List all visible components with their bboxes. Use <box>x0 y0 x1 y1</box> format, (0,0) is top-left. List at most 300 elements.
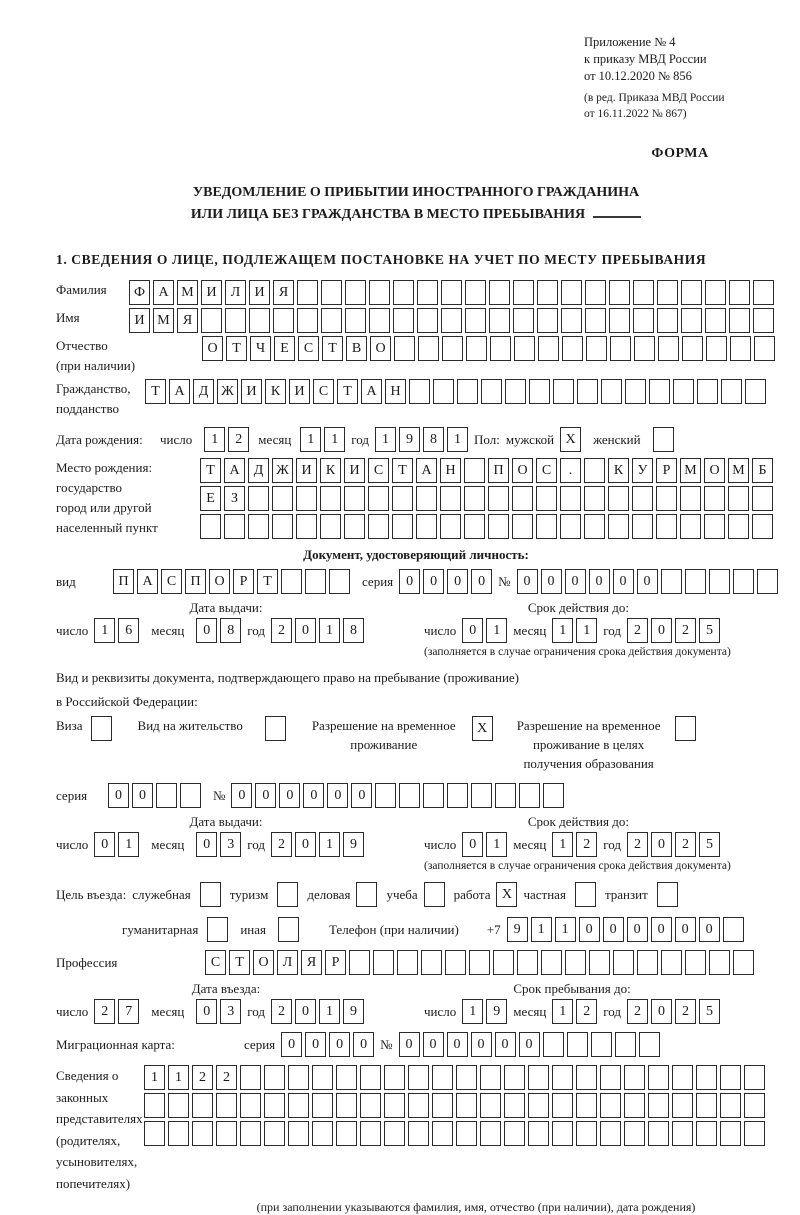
form-cell[interactable] <box>672 1121 693 1146</box>
form-cell[interactable]: 0 <box>281 1032 302 1057</box>
form-cell[interactable] <box>201 308 222 333</box>
form-cell[interactable] <box>648 1065 669 1090</box>
form-cell[interactable] <box>504 1093 525 1118</box>
form-cell[interactable]: И <box>241 379 262 404</box>
form-cell[interactable] <box>576 1065 597 1090</box>
form-cell[interactable] <box>457 379 478 404</box>
form-cell[interactable] <box>657 280 678 305</box>
form-cell[interactable] <box>240 1121 261 1146</box>
form-cell[interactable] <box>447 783 468 808</box>
form-cell[interactable]: 0 <box>462 618 483 643</box>
form-cell[interactable]: Т <box>257 569 278 594</box>
form-cell[interactable]: А <box>169 379 190 404</box>
form-cell[interactable] <box>585 280 606 305</box>
form-cell[interactable]: Т <box>392 458 413 483</box>
form-cell[interactable]: 1 <box>324 427 345 452</box>
form-cell[interactable] <box>144 1121 165 1146</box>
form-cell[interactable]: 2 <box>216 1065 237 1090</box>
form-cell[interactable] <box>552 1121 573 1146</box>
form-cell[interactable] <box>505 379 526 404</box>
form-cell[interactable] <box>639 1032 660 1057</box>
form-cell[interactable]: Р <box>233 569 254 594</box>
form-cell[interactable]: 1 <box>552 832 573 857</box>
form-cell[interactable]: 8 <box>423 427 444 452</box>
form-cell[interactable] <box>344 486 365 511</box>
form-cell[interactable] <box>312 1065 333 1090</box>
form-cell[interactable]: 0 <box>651 999 672 1024</box>
form-cell[interactable] <box>360 1093 381 1118</box>
form-cell[interactable] <box>519 783 540 808</box>
form-cell[interactable]: А <box>361 379 382 404</box>
form-cell[interactable]: Т <box>322 336 343 361</box>
form-cell[interactable] <box>584 514 605 539</box>
form-cell[interactable] <box>456 1093 477 1118</box>
form-cell[interactable] <box>733 569 754 594</box>
form-cell[interactable] <box>685 950 706 975</box>
form-cell[interactable]: X <box>496 882 517 907</box>
form-cell[interactable]: Д <box>248 458 269 483</box>
form-cell[interactable]: 2 <box>675 618 696 643</box>
form-cell[interactable] <box>305 569 326 594</box>
form-cell[interactable]: П <box>113 569 134 594</box>
form-cell[interactable]: 0 <box>108 783 129 808</box>
form-cell[interactable] <box>512 514 533 539</box>
form-cell[interactable] <box>432 1093 453 1118</box>
form-cell[interactable]: 0 <box>651 618 672 643</box>
form-cell[interactable] <box>264 1093 285 1118</box>
form-cell[interactable] <box>321 308 342 333</box>
form-cell[interactable] <box>368 514 389 539</box>
form-cell[interactable] <box>609 308 630 333</box>
form-cell[interactable] <box>600 1093 621 1118</box>
form-cell[interactable]: П <box>488 458 509 483</box>
form-cell[interactable]: С <box>536 458 557 483</box>
form-cell[interactable] <box>728 514 749 539</box>
form-cell[interactable] <box>356 882 377 907</box>
form-cell[interactable] <box>682 336 703 361</box>
form-cell[interactable] <box>584 486 605 511</box>
form-cell[interactable] <box>721 379 742 404</box>
form-cell[interactable] <box>424 882 445 907</box>
form-cell[interactable]: . <box>560 458 581 483</box>
form-cell[interactable] <box>144 1093 165 1118</box>
form-cell[interactable]: О <box>370 336 391 361</box>
form-cell[interactable] <box>560 486 581 511</box>
form-cell[interactable] <box>675 716 696 741</box>
form-cell[interactable] <box>608 514 629 539</box>
form-cell[interactable] <box>585 308 606 333</box>
form-cell[interactable]: 9 <box>343 832 364 857</box>
form-cell[interactable]: 2 <box>271 618 292 643</box>
form-cell[interactable] <box>681 280 702 305</box>
form-cell[interactable]: Я <box>273 280 294 305</box>
form-cell[interactable]: 9 <box>486 999 507 1024</box>
form-cell[interactable] <box>384 1093 405 1118</box>
form-cell[interactable]: 2 <box>627 618 648 643</box>
form-cell[interactable] <box>296 514 317 539</box>
form-cell[interactable]: И <box>289 379 310 404</box>
form-cell[interactable] <box>249 308 270 333</box>
form-cell[interactable] <box>672 1065 693 1090</box>
form-cell[interactable] <box>192 1093 213 1118</box>
form-cell[interactable] <box>393 280 414 305</box>
form-cell[interactable] <box>653 427 674 452</box>
form-cell[interactable] <box>493 950 514 975</box>
form-cell[interactable] <box>442 336 463 361</box>
form-cell[interactable]: 9 <box>399 427 420 452</box>
form-cell[interactable] <box>729 308 750 333</box>
form-cell[interactable] <box>754 336 775 361</box>
form-cell[interactable] <box>417 308 438 333</box>
form-cell[interactable] <box>272 486 293 511</box>
form-cell[interactable] <box>200 514 221 539</box>
form-cell[interactable] <box>709 569 730 594</box>
form-cell[interactable]: У <box>632 458 653 483</box>
form-cell[interactable]: 1 <box>486 832 507 857</box>
form-cell[interactable]: Т <box>337 379 358 404</box>
form-cell[interactable] <box>392 514 413 539</box>
form-cell[interactable]: Р <box>325 950 346 975</box>
form-cell[interactable]: 5 <box>699 618 720 643</box>
form-cell[interactable]: 0 <box>579 917 600 942</box>
form-cell[interactable]: К <box>265 379 286 404</box>
form-cell[interactable]: 2 <box>192 1065 213 1090</box>
form-cell[interactable] <box>465 308 486 333</box>
form-cell[interactable] <box>224 514 245 539</box>
form-cell[interactable] <box>537 308 558 333</box>
form-cell[interactable] <box>288 1121 309 1146</box>
form-cell[interactable] <box>336 1065 357 1090</box>
form-cell[interactable] <box>296 486 317 511</box>
form-cell[interactable]: 0 <box>351 783 372 808</box>
form-cell[interactable] <box>625 379 646 404</box>
form-cell[interactable] <box>216 1121 237 1146</box>
form-cell[interactable]: 0 <box>295 999 316 1024</box>
form-cell[interactable]: А <box>137 569 158 594</box>
form-cell[interactable] <box>680 514 701 539</box>
form-cell[interactable] <box>634 336 655 361</box>
form-cell[interactable]: 1 <box>375 427 396 452</box>
form-cell[interactable] <box>481 379 502 404</box>
form-cell[interactable]: 1 <box>300 427 321 452</box>
form-cell[interactable]: 1 <box>319 618 340 643</box>
form-cell[interactable] <box>240 1093 261 1118</box>
form-cell[interactable] <box>705 280 726 305</box>
form-cell[interactable] <box>272 514 293 539</box>
form-cell[interactable] <box>553 379 574 404</box>
form-cell[interactable] <box>344 514 365 539</box>
form-cell[interactable] <box>471 783 492 808</box>
form-cell[interactable] <box>297 280 318 305</box>
form-cell[interactable]: Я <box>301 950 322 975</box>
form-cell[interactable] <box>514 336 535 361</box>
form-cell[interactable]: С <box>298 336 319 361</box>
form-cell[interactable] <box>591 1032 612 1057</box>
form-cell[interactable] <box>608 486 629 511</box>
form-cell[interactable]: 0 <box>231 783 252 808</box>
form-cell[interactable] <box>513 308 534 333</box>
form-cell[interactable] <box>536 486 557 511</box>
form-cell[interactable]: 2 <box>675 832 696 857</box>
form-cell[interactable] <box>723 917 744 942</box>
form-cell[interactable] <box>577 379 598 404</box>
form-cell[interactable] <box>264 1121 285 1146</box>
form-cell[interactable]: С <box>313 379 334 404</box>
form-cell[interactable]: Е <box>274 336 295 361</box>
form-cell[interactable] <box>753 308 774 333</box>
form-cell[interactable]: 2 <box>576 999 597 1024</box>
form-cell[interactable] <box>180 783 201 808</box>
form-cell[interactable]: 0 <box>303 783 324 808</box>
form-cell[interactable] <box>336 1093 357 1118</box>
form-cell[interactable] <box>633 280 654 305</box>
form-cell[interactable] <box>409 379 430 404</box>
form-cell[interactable] <box>529 379 550 404</box>
form-cell[interactable] <box>584 458 605 483</box>
form-cell[interactable] <box>528 1121 549 1146</box>
form-cell[interactable] <box>576 1093 597 1118</box>
form-cell[interactable] <box>562 336 583 361</box>
form-cell[interactable]: С <box>205 950 226 975</box>
form-cell[interactable]: 0 <box>327 783 348 808</box>
form-cell[interactable]: 9 <box>507 917 528 942</box>
form-cell[interactable]: И <box>201 280 222 305</box>
form-cell[interactable] <box>397 950 418 975</box>
form-cell[interactable]: 1 <box>118 832 139 857</box>
form-cell[interactable] <box>517 950 538 975</box>
form-cell[interactable] <box>408 1093 429 1118</box>
form-cell[interactable]: 0 <box>651 917 672 942</box>
form-cell[interactable]: 2 <box>627 832 648 857</box>
form-cell[interactable] <box>685 569 706 594</box>
form-cell[interactable] <box>657 308 678 333</box>
form-cell[interactable] <box>225 308 246 333</box>
form-cell[interactable] <box>745 379 766 404</box>
form-cell[interactable]: 0 <box>279 783 300 808</box>
form-cell[interactable]: 6 <box>118 618 139 643</box>
form-cell[interactable] <box>757 569 778 594</box>
form-cell[interactable] <box>744 1093 765 1118</box>
form-cell[interactable] <box>637 950 658 975</box>
form-cell[interactable]: 9 <box>343 999 364 1024</box>
form-cell[interactable] <box>528 1065 549 1090</box>
form-cell[interactable] <box>393 308 414 333</box>
form-cell[interactable] <box>561 280 582 305</box>
form-cell[interactable] <box>278 917 299 942</box>
form-cell[interactable] <box>504 1121 525 1146</box>
form-cell[interactable]: 0 <box>423 569 444 594</box>
form-cell[interactable]: 0 <box>196 999 217 1024</box>
form-cell[interactable]: Л <box>225 280 246 305</box>
form-cell[interactable] <box>613 950 634 975</box>
form-cell[interactable] <box>418 336 439 361</box>
form-cell[interactable]: 0 <box>295 618 316 643</box>
form-cell[interactable]: И <box>129 308 150 333</box>
form-cell[interactable] <box>661 569 682 594</box>
form-cell[interactable]: 0 <box>471 1032 492 1057</box>
form-cell[interactable] <box>576 1121 597 1146</box>
form-cell[interactable] <box>384 1065 405 1090</box>
form-cell[interactable] <box>752 486 773 511</box>
form-cell[interactable] <box>706 336 727 361</box>
form-cell[interactable]: 1 <box>94 618 115 643</box>
form-cell[interactable] <box>744 1121 765 1146</box>
form-cell[interactable]: О <box>253 950 274 975</box>
form-cell[interactable]: А <box>224 458 245 483</box>
form-cell[interactable] <box>656 514 677 539</box>
form-cell[interactable]: 2 <box>228 427 249 452</box>
form-cell[interactable] <box>495 783 516 808</box>
form-cell[interactable] <box>408 1121 429 1146</box>
form-cell[interactable]: 0 <box>675 917 696 942</box>
form-cell[interactable]: 0 <box>353 1032 374 1057</box>
form-cell[interactable] <box>704 514 725 539</box>
form-cell[interactable]: М <box>680 458 701 483</box>
form-cell[interactable] <box>360 1121 381 1146</box>
form-cell[interactable]: 0 <box>94 832 115 857</box>
form-cell[interactable]: И <box>344 458 365 483</box>
form-cell[interactable] <box>720 1093 741 1118</box>
form-cell[interactable] <box>265 716 286 741</box>
form-cell[interactable]: 0 <box>423 1032 444 1057</box>
form-cell[interactable]: 3 <box>220 832 241 857</box>
form-cell[interactable]: М <box>153 308 174 333</box>
form-cell[interactable]: 1 <box>168 1065 189 1090</box>
form-cell[interactable]: И <box>296 458 317 483</box>
form-cell[interactable]: 1 <box>319 999 340 1024</box>
form-cell[interactable] <box>744 1065 765 1090</box>
form-cell[interactable]: 0 <box>462 832 483 857</box>
form-cell[interactable]: 1 <box>531 917 552 942</box>
form-cell[interactable]: 0 <box>447 1032 468 1057</box>
form-cell[interactable]: 0 <box>565 569 586 594</box>
form-cell[interactable] <box>373 950 394 975</box>
form-cell[interactable] <box>156 783 177 808</box>
form-cell[interactable] <box>705 308 726 333</box>
form-cell[interactable] <box>648 1121 669 1146</box>
form-cell[interactable] <box>432 1121 453 1146</box>
form-cell[interactable]: 2 <box>675 999 696 1024</box>
form-cell[interactable] <box>384 1121 405 1146</box>
form-cell[interactable]: Ч <box>250 336 271 361</box>
form-cell[interactable] <box>480 1093 501 1118</box>
form-cell[interactable] <box>649 379 670 404</box>
form-cell[interactable] <box>488 486 509 511</box>
form-cell[interactable] <box>575 882 596 907</box>
form-cell[interactable]: 0 <box>399 1032 420 1057</box>
form-cell[interactable] <box>681 308 702 333</box>
form-cell[interactable]: О <box>512 458 533 483</box>
form-cell[interactable] <box>216 1093 237 1118</box>
form-cell[interactable]: Ж <box>272 458 293 483</box>
form-cell[interactable] <box>465 280 486 305</box>
form-cell[interactable] <box>288 1093 309 1118</box>
form-cell[interactable]: Е <box>200 486 221 511</box>
form-cell[interactable] <box>600 1121 621 1146</box>
form-cell[interactable] <box>672 1093 693 1118</box>
form-cell[interactable] <box>456 1121 477 1146</box>
form-cell[interactable] <box>432 1065 453 1090</box>
form-cell[interactable]: 0 <box>495 1032 516 1057</box>
form-cell[interactable]: 0 <box>517 569 538 594</box>
form-cell[interactable] <box>200 882 221 907</box>
form-cell[interactable] <box>489 280 510 305</box>
form-cell[interactable] <box>648 1093 669 1118</box>
form-cell[interactable]: 0 <box>329 1032 350 1057</box>
form-cell[interactable] <box>541 950 562 975</box>
form-cell[interactable] <box>345 280 366 305</box>
form-cell[interactable]: Н <box>440 458 461 483</box>
form-cell[interactable]: 8 <box>220 618 241 643</box>
form-cell[interactable] <box>552 1065 573 1090</box>
form-cell[interactable]: П <box>185 569 206 594</box>
form-cell[interactable]: 0 <box>627 917 648 942</box>
form-cell[interactable] <box>600 1065 621 1090</box>
form-cell[interactable] <box>624 1121 645 1146</box>
form-cell[interactable] <box>657 882 678 907</box>
form-cell[interactable] <box>624 1093 645 1118</box>
form-cell[interactable] <box>440 486 461 511</box>
form-cell[interactable] <box>445 950 466 975</box>
form-cell[interactable] <box>489 308 510 333</box>
form-cell[interactable]: 0 <box>132 783 153 808</box>
form-cell[interactable]: 0 <box>447 569 468 594</box>
form-cell[interactable]: Т <box>226 336 247 361</box>
form-cell[interactable] <box>720 1065 741 1090</box>
form-cell[interactable] <box>543 783 564 808</box>
form-cell[interactable]: Ф <box>129 280 150 305</box>
form-cell[interactable]: 0 <box>196 618 217 643</box>
form-cell[interactable]: В <box>346 336 367 361</box>
form-cell[interactable]: 1 <box>576 618 597 643</box>
form-cell[interactable]: 1 <box>552 999 573 1024</box>
form-cell[interactable] <box>312 1093 333 1118</box>
form-cell[interactable]: 0 <box>295 832 316 857</box>
form-cell[interactable] <box>433 379 454 404</box>
form-cell[interactable]: 2 <box>271 832 292 857</box>
form-cell[interactable] <box>375 783 396 808</box>
form-cell[interactable] <box>273 308 294 333</box>
form-cell[interactable] <box>329 569 350 594</box>
form-cell[interactable] <box>633 308 654 333</box>
form-cell[interactable] <box>369 308 390 333</box>
form-cell[interactable] <box>320 514 341 539</box>
form-cell[interactable] <box>733 950 754 975</box>
form-cell[interactable]: С <box>368 458 389 483</box>
form-cell[interactable] <box>248 486 269 511</box>
form-cell[interactable] <box>680 486 701 511</box>
form-cell[interactable] <box>440 514 461 539</box>
form-cell[interactable] <box>297 308 318 333</box>
form-cell[interactable] <box>561 308 582 333</box>
form-cell[interactable]: 0 <box>399 569 420 594</box>
form-cell[interactable] <box>696 1065 717 1090</box>
form-cell[interactable] <box>696 1093 717 1118</box>
form-cell[interactable]: 0 <box>603 917 624 942</box>
form-cell[interactable]: 1 <box>486 618 507 643</box>
form-cell[interactable]: К <box>320 458 341 483</box>
form-cell[interactable] <box>360 1065 381 1090</box>
form-cell[interactable] <box>248 514 269 539</box>
form-cell[interactable] <box>464 486 485 511</box>
form-cell[interactable] <box>552 1093 573 1118</box>
form-cell[interactable]: Т <box>200 458 221 483</box>
form-cell[interactable] <box>720 1121 741 1146</box>
form-cell[interactable] <box>456 1065 477 1090</box>
form-cell[interactable] <box>369 280 390 305</box>
form-cell[interactable]: Я <box>177 308 198 333</box>
form-cell[interactable] <box>632 486 653 511</box>
